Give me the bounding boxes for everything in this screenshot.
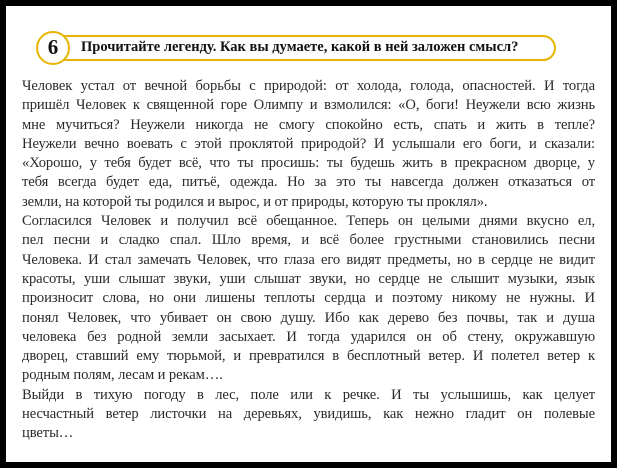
text-line: мне мучиться? Неужели никогда не смогу спокойно есть, спать и жить в тепле? xyxy=(22,116,595,133)
text-line: Человек устал от вечной борьбы с природой: от холода, голода, опасностей. И тогда xyxy=(22,78,595,94)
text-line: понял Человек, что убивает он свою душу. Ибо как дерево без почвы, так и душа xyxy=(22,309,595,326)
legend-text xyxy=(22,77,595,444)
text-line: человека без родной земли засыхает. И тогда ударился он об стену, окружавшую xyxy=(22,328,595,345)
task-title: Прочитайте легенду. Как вы думаете, какой в ней заложен смысл? xyxy=(81,39,519,55)
text-line: дворец, ставший ему тюрьмой, и превратился в бесплотный ветер. И полетел ветер к xyxy=(22,348,595,365)
task-number-badge: 6 xyxy=(36,31,70,65)
text-line: красоты, уши слышат звуки, уши слышат звуки, но сердце не слышит музыки, язык xyxy=(22,270,595,287)
text-line: родным полям, лесам и рекам…. xyxy=(22,367,223,384)
text-line: несчастный ветер листочки на деревьях, увидишь, как нежно гладит он полевые xyxy=(22,406,595,423)
text-line: цветы… xyxy=(22,425,74,442)
text-line: Человека. И стал замечать Человек, что глаза его видят предметы, но в сердце не видит xyxy=(22,251,595,268)
text-line: «Хорошо, у тебя будет всё, что ты просишь: ты будешь жить в прекрасном дворце, у xyxy=(22,155,595,172)
text-line: пел песни и сладко спал. Шло время, и всё более грустными становились песни xyxy=(22,232,595,249)
text-line: Согласился Человек и получил всё обещанное. Теперь он целыми днями вкусно ел, xyxy=(22,213,595,230)
text-line: произносит слова, но они лишены теплоты сердца и поэтому никому не нужны. И xyxy=(22,290,595,307)
text-line: тебя всегда будет еда, питьё, одежда. Но за это ты навсегда должен отказаться от xyxy=(22,174,595,191)
text-line: земли, на которой ты родился и вырос, и от природы, которую ты проклял». xyxy=(22,193,488,210)
text-line: Выйди в тихую погоду в лес, поле или к речке. И ты услышишь, как целует xyxy=(22,386,595,403)
text-line: Неужели вечно воевать с этой проклятой природой? И услышали его боги, и сказали: xyxy=(22,135,595,152)
task-header xyxy=(36,31,558,69)
textbook-page xyxy=(6,6,611,462)
text-line: пришёл Человек к священной горе Олимпу и взмолился: «О, боги! Неужели всю жизнь xyxy=(22,97,595,114)
